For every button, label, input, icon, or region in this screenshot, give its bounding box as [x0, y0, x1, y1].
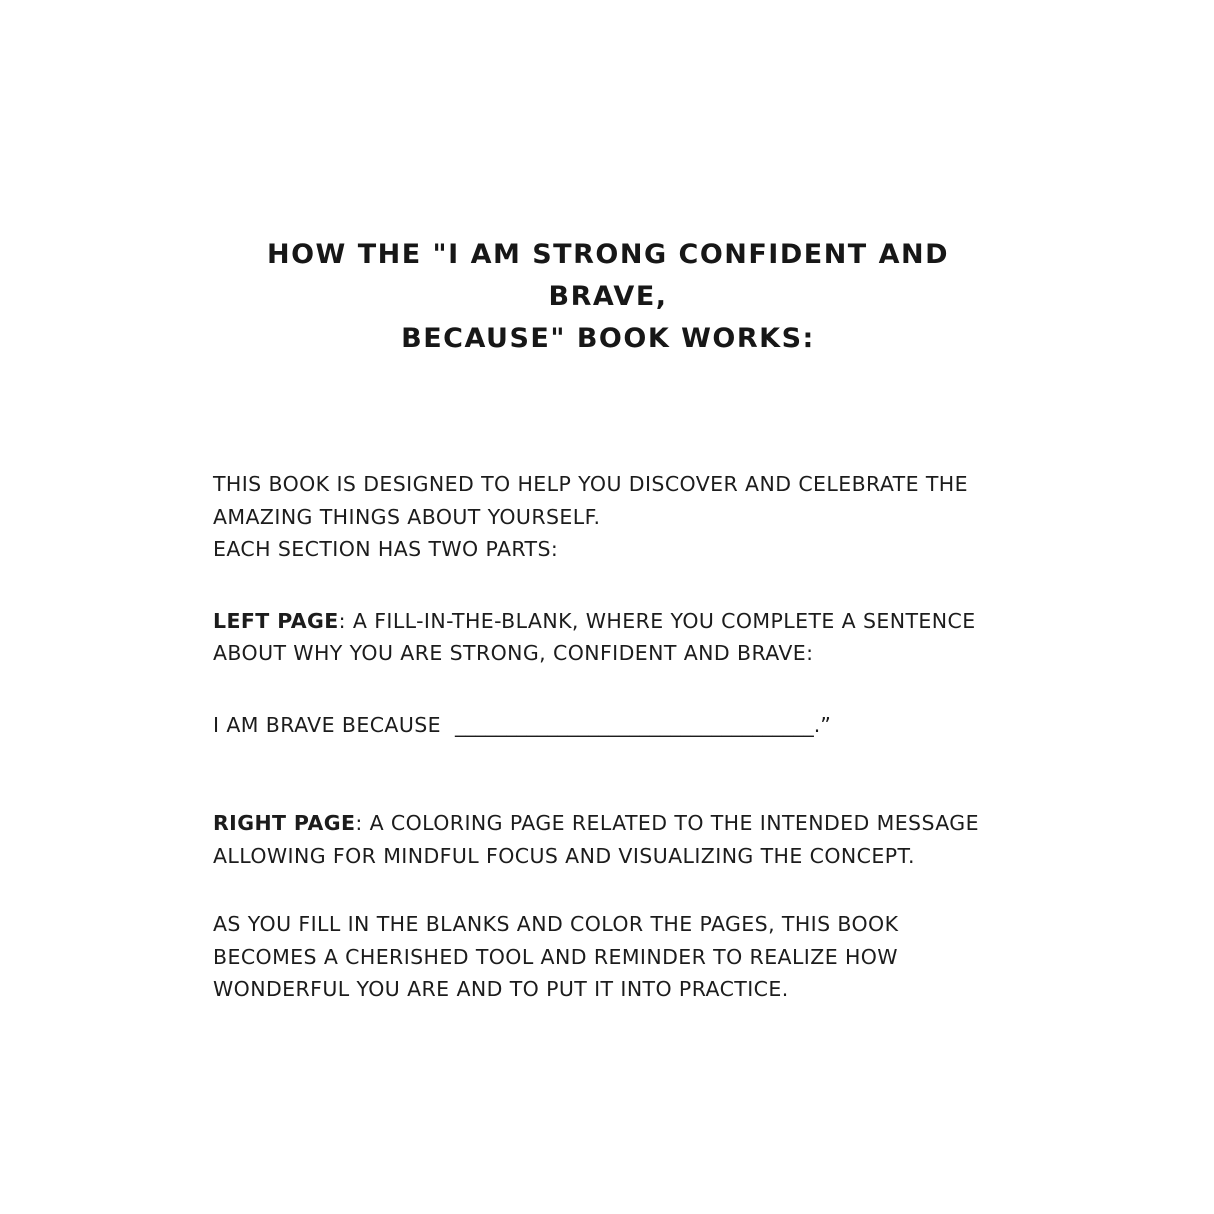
right-page-description: : A COLORING PAGE RELATED TO THE INTENDED MESSAGE — [355, 811, 979, 835]
left-page-description: : A FILL-IN-THE-BLANK, WHERE YOU COMPLETE A SENTENCE — [338, 608, 976, 633]
closing-line-1: AS YOU FILL IN THE BLANKS AND COLOR THE PAGES, THIS BOOK — [213, 912, 899, 936]
intro-paragraph — [213, 468, 1003, 566]
intro-line-2: AMAZING THINGS ABOUT YOURSELF. — [213, 504, 601, 529]
fill-suffix: .” — [813, 712, 831, 737]
fill-prefix: I AM BRAVE BECAUSE — [213, 712, 441, 737]
fill-in-sentence — [213, 709, 1003, 742]
right-page-line-2: ALLOWING FOR MINDFUL FOCUS AND VISUALIZING THE CONCEPT. — [213, 843, 915, 868]
left-page-paragraph — [213, 605, 1003, 670]
right-page-paragraph — [213, 807, 1003, 872]
right-page-line-1 — [213, 807, 1003, 840]
intro-line-3: EACH SECTION HAS TWO PARTS: — [213, 537, 559, 561]
closing-paragraph — [213, 908, 1003, 1006]
blank-underline: ___________________________________ — [455, 712, 814, 737]
closing-line-2: BECOMES A CHERISHED TOOL AND REMINDER TO REALIZE HOW — [213, 944, 898, 969]
page-content — [213, 0, 1003, 1006]
page-title — [213, 234, 1003, 360]
left-page-line-1 — [213, 605, 1003, 638]
closing-line-3: WONDERFUL YOU ARE AND TO PUT IT INTO PRACTICE. — [213, 977, 789, 1001]
right-page-label: RIGHT PAGE — [213, 811, 356, 835]
left-page-line-2: ABOUT WHY YOU ARE STRONG, CONFIDENT AND BRAVE: — [213, 641, 814, 665]
fill-line — [213, 709, 1003, 742]
left-page-label: LEFT PAGE — [213, 608, 339, 633]
title-line-2: BECAUSE" BOOK WORKS: — [401, 323, 815, 354]
title-line-1: HOW THE "I AM STRONG CONFIDENT AND BRAVE, — [266, 239, 950, 312]
intro-line-1: THIS BOOK IS DESIGNED TO HELP YOU DISCOVER AND CELEBRATE THE — [213, 472, 968, 496]
